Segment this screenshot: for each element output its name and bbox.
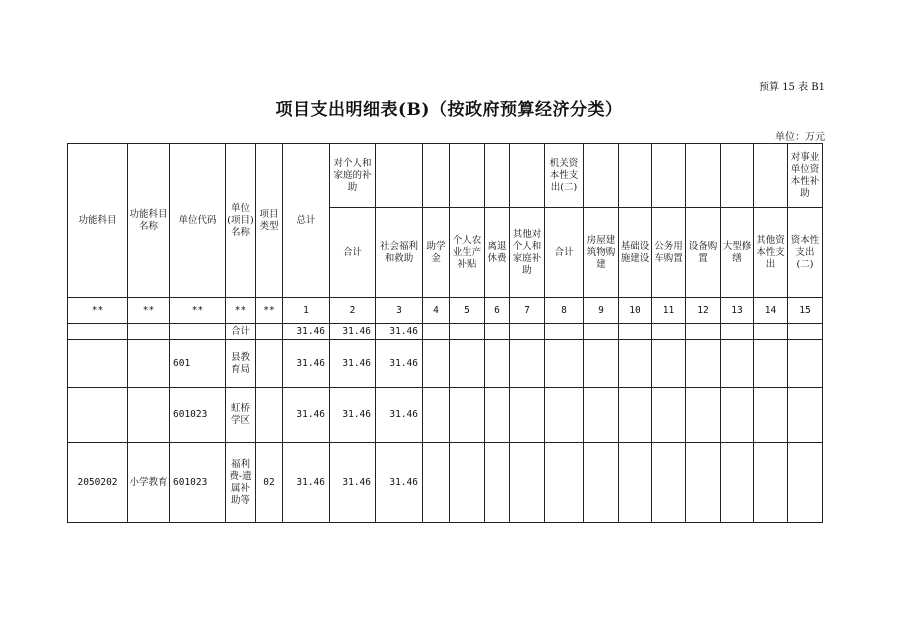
index-cell: 15	[788, 298, 823, 324]
header-row-group	[68, 144, 823, 208]
header-group-blank	[652, 144, 686, 208]
unit-label: 单位：万元	[775, 132, 825, 143]
index-cell: **	[68, 298, 128, 324]
index-cell: 3	[376, 298, 423, 324]
cell-subtotal: 31.46	[330, 340, 376, 388]
form-code: 预算 15 表 B1	[759, 82, 825, 93]
index-cell: **	[256, 298, 283, 324]
header-unit-name: 单位(项目)名称	[226, 144, 256, 298]
header-group-blank	[510, 144, 545, 208]
header-func-name: 功能科目名称	[128, 144, 170, 298]
cell-func-name: 小学教育	[128, 443, 170, 523]
header-group-blank	[450, 144, 485, 208]
header-group-capital-public: 对事业单位资本性补助	[788, 144, 823, 208]
header-subtotal-personal: 合计	[330, 208, 376, 298]
index-cell: **	[128, 298, 170, 324]
header-group-blank	[584, 144, 619, 208]
header-equipment: 设备购置	[686, 208, 721, 298]
header-welfare: 社会福利和救助	[376, 208, 423, 298]
index-cell: 12	[686, 298, 721, 324]
cell-unit-name: 县教育局	[226, 340, 256, 388]
table-row	[68, 443, 823, 523]
index-cell: 13	[721, 298, 754, 324]
cell-total: 31.46	[283, 340, 330, 388]
cell-welfare: 31.46	[376, 443, 423, 523]
header-project-type: 项目类型	[256, 144, 283, 298]
index-cell: 5	[450, 298, 485, 324]
cell-unit-name: 虹桥学区	[226, 388, 256, 443]
header-group-blank	[754, 144, 788, 208]
header-group-blank	[376, 144, 423, 208]
index-cell: 6	[485, 298, 510, 324]
cell-unit-code: 601023	[170, 388, 226, 443]
index-cell: 8	[545, 298, 584, 324]
header-group-blank	[423, 144, 450, 208]
table-row	[68, 388, 823, 443]
header-farm-subsidy: 个人农业生产补贴	[450, 208, 485, 298]
header-group-blank	[485, 144, 510, 208]
cell-subtotal: 31.46	[330, 443, 376, 523]
header-func-subject: 功能科目	[68, 144, 128, 298]
cell-unit-code: 601	[170, 340, 226, 388]
expenditure-table	[67, 143, 823, 523]
index-cell: 4	[423, 298, 450, 324]
index-cell: 10	[619, 298, 652, 324]
cell-welfare: 31.46	[376, 388, 423, 443]
header-group-blank	[721, 144, 754, 208]
index-cell: 11	[652, 298, 686, 324]
header-subtotal-capital: 合计	[545, 208, 584, 298]
index-cell: **	[226, 298, 256, 324]
table-row-total	[68, 324, 823, 340]
cell-unit-code: 601023	[170, 443, 226, 523]
cell-func-subject: 2050202	[68, 443, 128, 523]
header-house: 房屋建筑物购建	[584, 208, 619, 298]
cell-welfare: 31.46	[376, 324, 423, 340]
cell-unit-name: 福利费-遗属补助等	[226, 443, 256, 523]
cell-welfare: 31.46	[376, 340, 423, 388]
header-group-blank	[619, 144, 652, 208]
header-retirement: 离退休费	[485, 208, 510, 298]
header-unit-code: 单位代码	[170, 144, 226, 298]
index-cell: 7	[510, 298, 545, 324]
header-car: 公务用车购置	[652, 208, 686, 298]
header-repair: 大型修缮	[721, 208, 754, 298]
header-other-capital: 其他资本性支出	[754, 208, 788, 298]
cell-subtotal: 31.46	[330, 388, 376, 443]
table-row	[68, 340, 823, 388]
header-grant: 助学金	[423, 208, 450, 298]
page-title: 项目支出明细表(B)（按政府预算经济分类）	[275, 100, 623, 120]
index-cell: 9	[584, 298, 619, 324]
index-cell: **	[170, 298, 226, 324]
total-label: 合计	[226, 324, 256, 340]
header-other-personal: 其他对个人和家庭补助	[510, 208, 545, 298]
cell-total: 31.46	[283, 443, 330, 523]
cell-total: 31.46	[283, 324, 330, 340]
cell-total: 31.46	[283, 388, 330, 443]
cell-project-type: 02	[256, 443, 283, 523]
header-infrastructure: 基础设施建设	[619, 208, 652, 298]
index-cell: 1	[283, 298, 330, 324]
header-total: 总计	[283, 144, 330, 298]
cell-subtotal: 31.46	[330, 324, 376, 340]
header-group-personal: 对个人和家庭的补助	[330, 144, 376, 208]
index-row	[68, 298, 823, 324]
index-cell: 2	[330, 298, 376, 324]
header-group-blank	[686, 144, 721, 208]
header-capital2: 资本性支出(二)	[788, 208, 823, 298]
header-group-capital2: 机关资本性支出(二)	[545, 144, 584, 208]
index-cell: 14	[754, 298, 788, 324]
